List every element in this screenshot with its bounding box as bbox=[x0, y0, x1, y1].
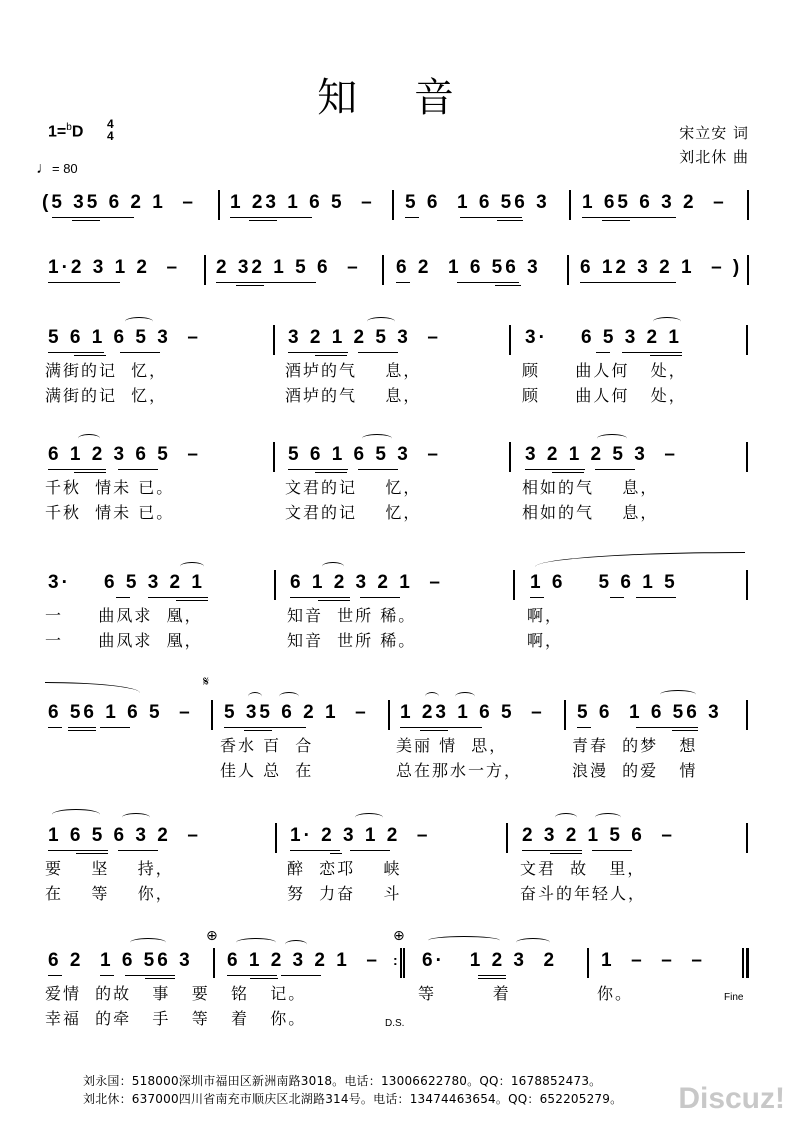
barline bbox=[509, 325, 511, 355]
beam bbox=[420, 730, 448, 731]
barline bbox=[506, 823, 508, 853]
beam bbox=[48, 975, 62, 976]
beam bbox=[288, 352, 348, 353]
beam bbox=[48, 352, 104, 353]
slur bbox=[455, 692, 475, 701]
measure: 6 1 2 3 2 1 – bbox=[290, 572, 443, 593]
barline bbox=[392, 190, 394, 220]
song-title: 知 音 bbox=[317, 75, 476, 121]
barline bbox=[746, 570, 748, 600]
measure: 5 6 1 6 56 3 bbox=[405, 192, 550, 213]
slur bbox=[555, 813, 577, 822]
watermark: Discuz! bbox=[678, 1082, 785, 1115]
measure: 3 2 1 2 5 3 – bbox=[288, 327, 441, 348]
key-note: D bbox=[71, 123, 84, 141]
beam bbox=[405, 217, 419, 218]
beam bbox=[460, 217, 522, 218]
barline bbox=[747, 190, 749, 220]
barline bbox=[564, 700, 566, 730]
barline bbox=[382, 255, 384, 285]
slur bbox=[125, 317, 153, 326]
beam bbox=[227, 975, 277, 976]
beam bbox=[522, 850, 582, 851]
measure: 2 32 1 5 6 – bbox=[216, 257, 361, 278]
lyric-line: 努 力奋 斗 bbox=[287, 884, 402, 903]
coda-icon: ⊕ bbox=[206, 928, 218, 944]
measure: 2 3 2 1 5 6 – bbox=[522, 825, 675, 846]
lyric-line: 顾 曲人何 处， bbox=[522, 386, 687, 405]
beam bbox=[52, 217, 134, 218]
measure: 1 65 6 3 2 – bbox=[582, 192, 727, 213]
slur bbox=[248, 692, 262, 701]
contact-line-1: 刘永国：518000深圳市福田区新洲南路3018。电话：13006622780。QQ：1678852473。 bbox=[83, 1074, 602, 1088]
beam bbox=[358, 352, 398, 353]
beam bbox=[224, 727, 306, 728]
lyric-line: 浪漫 的爱 情 bbox=[572, 761, 698, 780]
measure: 1 – – – bbox=[601, 950, 705, 971]
beam bbox=[318, 600, 350, 601]
measure: 5 6 1 6 5 3 – bbox=[48, 327, 201, 348]
beam bbox=[216, 282, 316, 283]
beam bbox=[478, 978, 506, 979]
barline bbox=[273, 325, 275, 355]
lyric-line: 知音 世所 稀。 bbox=[287, 606, 417, 625]
phrase-slur-end bbox=[45, 682, 140, 693]
beam bbox=[68, 730, 96, 731]
barline bbox=[204, 255, 206, 285]
beam bbox=[250, 978, 278, 979]
fine-marking: Fine bbox=[724, 992, 744, 1003]
beam bbox=[48, 727, 62, 728]
beam bbox=[577, 727, 591, 728]
barline bbox=[509, 442, 511, 472]
beam bbox=[100, 727, 130, 728]
beam bbox=[350, 850, 390, 851]
contact-line-2: 刘北休：637000四川省南充市顺庆区北湖路314号。电话：13474463654。QQ：652205279。 bbox=[83, 1092, 623, 1106]
measure: 1· 2 3 1 2 – bbox=[290, 825, 431, 846]
barline bbox=[746, 325, 748, 355]
barline bbox=[513, 570, 515, 600]
lyric-line: 你。 bbox=[597, 984, 634, 1003]
slur bbox=[78, 434, 100, 443]
barline bbox=[275, 823, 277, 853]
measure: 3 2 1 2 5 3 – bbox=[525, 444, 678, 465]
measure: 6 1 2 3 6 5 – bbox=[48, 444, 201, 465]
lyric-line: 啊， bbox=[527, 631, 564, 650]
barline bbox=[388, 700, 390, 730]
segno-icon: 𝄋 bbox=[203, 674, 210, 690]
flat-symbol: b bbox=[66, 122, 72, 133]
barline bbox=[587, 948, 589, 978]
measure: 6 12 3 2 1 – ) bbox=[580, 257, 743, 278]
measure: 6 2 1 6 56 3 bbox=[396, 257, 541, 278]
beam bbox=[636, 597, 676, 598]
beam bbox=[290, 850, 340, 851]
beam bbox=[400, 727, 482, 728]
barline bbox=[746, 823, 748, 853]
beam bbox=[48, 469, 106, 470]
lyric-line: 青春 的梦 想 bbox=[572, 736, 698, 755]
ds-marking: D.S. bbox=[385, 1018, 405, 1029]
beam bbox=[495, 285, 521, 286]
beam bbox=[72, 220, 100, 221]
lyric-line: 要 坚 持， bbox=[45, 859, 174, 878]
lyric-line: 满街的记 忆， bbox=[45, 361, 168, 380]
measure: 3· 6 5 3 2 1 bbox=[48, 572, 205, 593]
time-signature-bottom: 4 bbox=[107, 129, 114, 143]
measure: 6 2 1 6 56 3 bbox=[48, 950, 193, 971]
key-signature bbox=[48, 122, 83, 141]
slur bbox=[425, 692, 439, 701]
measure: 6 1 2 3 2 1 – bbox=[227, 950, 380, 971]
beam bbox=[315, 355, 347, 356]
measure: 1 23 1 6 5 – bbox=[230, 192, 375, 213]
beam bbox=[622, 352, 682, 353]
barline bbox=[742, 948, 744, 978]
beam bbox=[595, 469, 635, 470]
slur bbox=[367, 317, 395, 326]
beam bbox=[244, 730, 272, 731]
lyric-line: 香水 百 合 bbox=[220, 736, 314, 755]
beam bbox=[457, 282, 519, 283]
beam bbox=[610, 597, 624, 598]
final-barline bbox=[746, 948, 749, 978]
measure: 6 56 1 6 5 – bbox=[48, 702, 193, 723]
measure: 5 6 1 6 5 3 – bbox=[288, 444, 441, 465]
lyric-line: 佳人 总 在 bbox=[220, 761, 314, 780]
beam bbox=[596, 352, 610, 353]
lyric-line: 在 等 你， bbox=[45, 884, 174, 903]
lyric-line: 满街的记 忆， bbox=[45, 386, 168, 405]
barline bbox=[400, 948, 402, 978]
beam bbox=[602, 220, 630, 221]
lyric-line: 文君的记 忆， bbox=[285, 503, 422, 522]
barline bbox=[746, 700, 748, 730]
lyric-line: 酒垆的气 息， bbox=[285, 361, 422, 380]
slur bbox=[122, 813, 150, 822]
slur bbox=[660, 690, 696, 699]
repeat-dots: : bbox=[393, 952, 398, 968]
lyric-line: 相如的气 息， bbox=[522, 478, 659, 497]
slur bbox=[285, 940, 307, 949]
coda-icon: ⊕ bbox=[393, 928, 405, 944]
beam bbox=[497, 220, 523, 221]
beam bbox=[550, 853, 582, 854]
beam bbox=[148, 597, 208, 598]
barline bbox=[213, 948, 215, 978]
slur bbox=[595, 813, 621, 822]
beam bbox=[145, 978, 175, 979]
slur bbox=[597, 434, 627, 443]
lyric-line: 相如的气 息， bbox=[522, 503, 659, 522]
beam bbox=[552, 472, 584, 473]
measure: 1 23 1 6 5 – bbox=[400, 702, 545, 723]
measure: 3· 6 5 3 2 1 bbox=[525, 327, 682, 348]
beam bbox=[330, 853, 342, 854]
measure: 6· 1 2 3 2 bbox=[422, 950, 558, 971]
barline bbox=[218, 190, 220, 220]
beam bbox=[249, 220, 277, 221]
beam bbox=[582, 217, 676, 218]
lyric-line: 爱情 的故 事 要 铭 记。 bbox=[45, 984, 307, 1003]
beam bbox=[116, 597, 130, 598]
slur bbox=[355, 813, 383, 822]
slur bbox=[279, 692, 299, 701]
slur bbox=[362, 434, 392, 443]
slur bbox=[180, 562, 204, 571]
beam bbox=[358, 469, 398, 470]
beam bbox=[636, 727, 698, 728]
key-prefix: 1= bbox=[48, 123, 67, 141]
lyric-line: 酒垆的气 息， bbox=[285, 386, 422, 405]
lyric-line: 总在那水一方， bbox=[396, 761, 523, 780]
beam bbox=[525, 469, 585, 470]
measure: (5 35 6 2 1 – bbox=[42, 192, 196, 213]
time-signature-top: 4 bbox=[107, 117, 114, 131]
beam bbox=[74, 355, 106, 356]
slur bbox=[428, 936, 500, 945]
beam bbox=[74, 472, 106, 473]
lyric-line: 幸福 的牵 手 等 着 你。 bbox=[45, 1009, 307, 1028]
lyric-line: 奋斗的年轻人， bbox=[520, 884, 647, 903]
beam bbox=[176, 600, 208, 601]
lyric-line: 文君 故 里， bbox=[520, 859, 646, 878]
barline bbox=[567, 255, 569, 285]
barline bbox=[746, 442, 748, 472]
slur bbox=[322, 562, 344, 571]
slur bbox=[653, 317, 681, 326]
beam bbox=[478, 975, 506, 976]
beam bbox=[281, 975, 321, 976]
beam bbox=[100, 975, 114, 976]
beam bbox=[48, 282, 120, 283]
beam bbox=[120, 352, 160, 353]
beam bbox=[396, 282, 410, 283]
beam bbox=[290, 597, 350, 598]
lyricist-credit: 宋立安 词 bbox=[679, 124, 749, 142]
beam bbox=[530, 597, 544, 598]
lyric-line: 一 曲凤求 凰， bbox=[45, 606, 203, 625]
lyric-line: 千秋 情未 已。 bbox=[45, 503, 175, 522]
measure: 5 6 1 6 56 3 bbox=[577, 702, 722, 723]
beam bbox=[68, 727, 96, 728]
beam bbox=[125, 975, 175, 976]
lyric-line: 等 着 bbox=[418, 984, 511, 1003]
beam bbox=[48, 850, 108, 851]
lyric-line: 文君的记 忆， bbox=[285, 478, 422, 497]
measure: 1 6 5 6 3 2 – bbox=[48, 825, 201, 846]
beam bbox=[650, 355, 682, 356]
lyric-line: 千秋 情未 已。 bbox=[45, 478, 175, 497]
measure: 5 35 6 2 1 – bbox=[224, 702, 369, 723]
measure: 1 6 5 6 1 5 bbox=[530, 572, 678, 593]
beam bbox=[592, 850, 632, 851]
beam bbox=[76, 853, 108, 854]
beam bbox=[118, 850, 158, 851]
beam bbox=[315, 472, 347, 473]
lyric-line: 知音 世所 稀。 bbox=[287, 631, 417, 650]
slur bbox=[236, 938, 276, 947]
beam bbox=[360, 597, 400, 598]
quarter-note-icon: ♩ bbox=[36, 160, 52, 177]
time-signature bbox=[107, 118, 114, 142]
tempo-marking bbox=[36, 160, 78, 178]
barline bbox=[273, 442, 275, 472]
slur bbox=[52, 809, 100, 820]
beam bbox=[230, 217, 312, 218]
slur bbox=[516, 938, 550, 947]
lyric-line: 醉 恋邛 峡 bbox=[287, 859, 402, 878]
barline bbox=[274, 570, 276, 600]
barline bbox=[211, 700, 213, 730]
beam bbox=[288, 469, 348, 470]
lyric-line: 美丽 情 思， bbox=[396, 736, 508, 755]
lyric-line: 一 曲凤求 凰， bbox=[45, 631, 203, 650]
barline bbox=[569, 190, 571, 220]
lyric-line: 顾 曲人何 处， bbox=[522, 361, 687, 380]
phrase-slur bbox=[535, 552, 745, 567]
barline bbox=[747, 255, 749, 285]
beam bbox=[580, 282, 676, 283]
double-barline bbox=[403, 948, 405, 978]
beam bbox=[672, 730, 698, 731]
beam bbox=[118, 469, 158, 470]
slur bbox=[130, 938, 166, 947]
measure: 1·2 3 1 2 – bbox=[48, 257, 181, 278]
composer-credit: 刘北休 曲 bbox=[679, 148, 749, 166]
lyric-line: 啊， bbox=[527, 606, 564, 625]
tempo-value: = 80 bbox=[52, 161, 78, 176]
beam bbox=[236, 285, 264, 286]
